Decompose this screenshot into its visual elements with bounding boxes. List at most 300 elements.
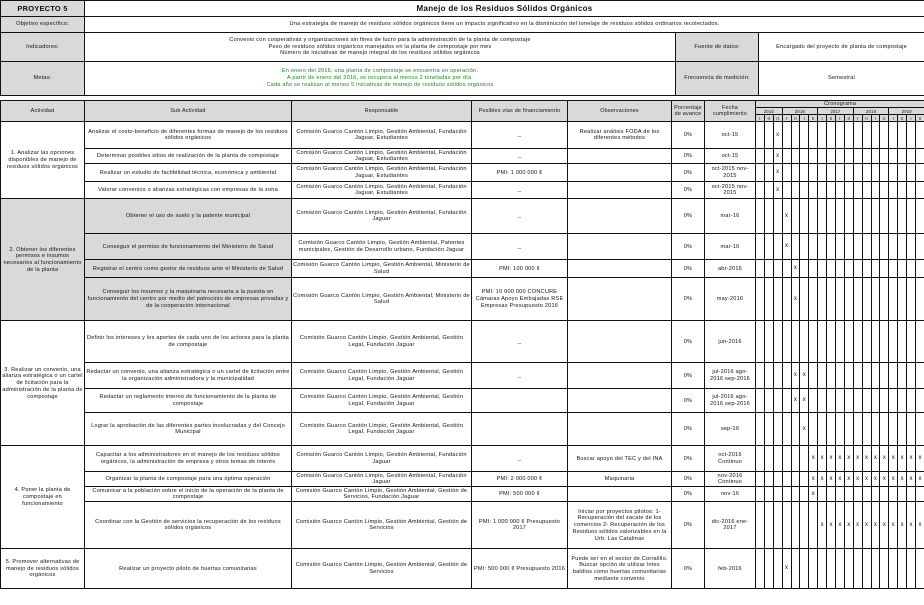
gantt-cell <box>916 122 924 149</box>
activity-label: 4. Poner la planta de compostaje en funcionamiento <box>1 446 85 549</box>
semester-header: II <box>898 115 907 122</box>
gantt-cell <box>800 389 809 413</box>
gantt-cell <box>800 413 809 446</box>
progress-percent: 0% <box>672 234 705 260</box>
gantt-cell <box>853 413 862 446</box>
financing <box>472 389 568 413</box>
gantt-cell <box>836 487 845 502</box>
table-row <box>1 321 924 363</box>
gantt-mark: x <box>811 490 815 497</box>
gantt-mark: x <box>865 521 869 528</box>
gantt-cell <box>880 122 889 149</box>
observations <box>568 389 672 413</box>
semester-header: I <box>907 115 916 122</box>
gantt-cell <box>853 487 862 502</box>
objective-text: Una estrategia de manejo de residuos sólidos orgánicos tiene un impacto significativo en la disminución del tonelaje de residuos sólidos ordinarios recolectados. <box>85 17 924 33</box>
year-header: 2016 <box>782 108 818 115</box>
observations <box>568 321 672 363</box>
gantt-cell <box>809 321 818 363</box>
gantt-cell <box>844 446 853 472</box>
semester-header: II <box>809 115 818 122</box>
progress-percent: 0% <box>672 149 705 164</box>
gantt-cell <box>844 234 853 260</box>
gantt-mark: x <box>776 186 780 193</box>
gantt-cell <box>800 446 809 472</box>
semester-header: II <box>773 115 782 122</box>
gantt-cell <box>827 363 836 389</box>
gantt-cell <box>853 164 862 182</box>
gantt-mark: x <box>909 455 913 462</box>
observations <box>568 260 672 278</box>
gantt-cell <box>853 149 862 164</box>
gantt-cell <box>898 164 907 182</box>
gantt-mark: x <box>802 397 806 404</box>
gantt-cell <box>853 472 862 487</box>
goals-label: Metas: <box>1 62 85 96</box>
financing: _ <box>472 149 568 164</box>
gantt-cell <box>827 446 836 472</box>
gantt-cell <box>836 234 845 260</box>
gantt-cell <box>916 278 924 321</box>
observations: Puede ser en el sector de Corralillo. Buscar opción de utilizar lotes baldíos como huertas comunitarias mediante convenio <box>568 549 672 589</box>
gantt-cell <box>818 487 827 502</box>
responsible: Comisión Guarco Cantón Limpio, Gestión Ambiental, Fundación Jaguar, Estudiantes <box>292 149 472 164</box>
gantt-cell <box>871 278 880 321</box>
gantt-cell <box>764 234 773 260</box>
gantt-mark: x <box>891 475 895 482</box>
progress-percent: 0% <box>672 389 705 413</box>
gantt-cell <box>862 389 871 413</box>
gantt-cell <box>844 199 853 234</box>
responsible: Comisión Guarco Cantón Limpio, Gestión Ambiental, Fundación Jaguar, Estudiantes <box>292 122 472 149</box>
gantt-cell <box>862 149 871 164</box>
gantt-cell <box>809 413 818 446</box>
gantt-cell <box>756 446 765 472</box>
gantt-cell <box>844 487 853 502</box>
gantt-cell <box>791 321 800 363</box>
gantt-cell <box>809 149 818 164</box>
gantt-cell <box>898 278 907 321</box>
financing: _ <box>472 199 568 234</box>
due-date: oct-2016 Continuo <box>705 446 756 472</box>
gantt-cell <box>871 321 880 363</box>
gantt-cell <box>853 446 862 472</box>
gantt-cell <box>773 321 782 363</box>
gantt-cell <box>907 472 916 487</box>
responsible: Comisión Guarco Cantón Limpio, Gestión Ambiental, Gestión Legal, Fundación Jaguar <box>292 413 472 446</box>
gantt-mark: x <box>802 425 806 432</box>
progress-percent: 0% <box>672 164 705 182</box>
gantt-cell <box>853 234 862 260</box>
due-date: dic-2016 ene-2017 <box>705 502 756 549</box>
semester-header: I <box>871 115 880 122</box>
gantt-cell <box>791 413 800 446</box>
gantt-cell <box>862 413 871 446</box>
gantt-mark: x <box>847 475 851 482</box>
gantt-cell <box>871 389 880 413</box>
gantt-cell <box>827 164 836 182</box>
gantt-cell <box>773 549 782 589</box>
gantt-cell <box>809 363 818 389</box>
gantt-cell <box>880 389 889 413</box>
gantt-cell <box>907 363 916 389</box>
gantt-cell <box>764 149 773 164</box>
goal-2: A partir de enero del 2016, se recupera al menos 2 toneladas por día. <box>286 75 474 82</box>
table-row <box>1 472 924 487</box>
gantt-cell <box>764 278 773 321</box>
gantt-cell <box>862 321 871 363</box>
gantt-cell <box>827 199 836 234</box>
gantt-cell <box>827 321 836 363</box>
responsible: Comisión Guarco Cantón Limpio, Gestión Ambiental, Fundación Jaguar <box>292 446 472 472</box>
gantt-mark: x <box>793 397 798 404</box>
gantt-cell <box>880 321 889 363</box>
data-source-label: Fuente de datos: <box>676 33 759 62</box>
gantt-cell <box>800 472 809 487</box>
gantt-cell <box>800 164 809 182</box>
due-date: jun-2016 <box>705 321 756 363</box>
gantt-mark: x <box>776 131 780 138</box>
gantt-cell <box>862 487 871 502</box>
due-date: jul-2016 ago-2016 sep-2016 <box>705 389 756 413</box>
gantt-cell <box>889 260 898 278</box>
gantt-mark: x <box>811 475 815 482</box>
goal-3: Cada año se realizan al menos 5 iniciativas de manejo de residuos sólidos orgánicos <box>266 81 494 88</box>
gantt-cell <box>844 164 853 182</box>
semester-header: II <box>764 115 773 122</box>
gantt-cell <box>862 182 871 199</box>
gantt-cell <box>782 446 791 472</box>
gantt-cell <box>889 278 898 321</box>
gantt-cell <box>889 122 898 149</box>
gantt-cell <box>773 260 782 278</box>
gantt-cell <box>880 199 889 234</box>
semester-header: I <box>782 115 791 122</box>
gantt-cell <box>907 234 916 260</box>
gantt-cell <box>853 278 862 321</box>
gantt-cell <box>916 321 924 363</box>
gantt-cell <box>880 413 889 446</box>
gantt-cell <box>764 389 773 413</box>
gantt-mark: x <box>873 455 878 462</box>
sub-activity: Conseguir los insumos y la maquinaria necesaria a la puesta en funcionamiento del centro por medio del patrocinio de empresas privadas y de la cooperación internacional <box>85 278 292 321</box>
table-row <box>1 389 924 413</box>
financing: _ <box>472 234 568 260</box>
gantt-cell <box>791 260 800 278</box>
due-date: mar-16 <box>705 199 756 234</box>
gantt-mark: x <box>847 455 851 462</box>
gantt-cell <box>756 122 765 149</box>
progress-percent: 0% <box>672 487 705 502</box>
gantt-cell <box>871 502 880 549</box>
sub-activity: Determinar posibles sitios de realización de la planta de compostaje <box>85 149 292 164</box>
sub-activity: Capacitar a los administradores en el manejo de los residuos sólidos orgánicos, la administración de empresa y otros temas de interés <box>85 446 292 472</box>
progress-percent: 0% <box>672 446 705 472</box>
gantt-mark: x <box>838 475 842 482</box>
gantt-mark: x <box>891 521 895 528</box>
progress-percent: 0% <box>672 472 705 487</box>
semester-header: I <box>756 115 765 122</box>
gantt-cell <box>773 389 782 413</box>
gantt-cell <box>791 182 800 199</box>
gantt-cell <box>827 487 836 502</box>
project-header-table <box>0 0 924 96</box>
gantt-cell <box>871 149 880 164</box>
gantt-cell <box>809 446 818 472</box>
table-row <box>1 413 924 446</box>
gantt-cell <box>889 149 898 164</box>
gantt-cell <box>782 164 791 182</box>
table-row <box>1 278 924 321</box>
gantt-cell <box>853 260 862 278</box>
gantt-cell <box>791 149 800 164</box>
gantt-mark: x <box>785 243 789 250</box>
gantt-cell <box>844 149 853 164</box>
gantt-cell <box>907 502 916 549</box>
gantt-cell <box>907 260 916 278</box>
gantt-cell <box>871 446 880 472</box>
sub-activity: Obtener el uso de suelo y la patente municipal <box>85 199 292 234</box>
gantt-cell <box>880 446 889 472</box>
year-header: 2018 <box>853 108 889 115</box>
gantt-cell <box>907 164 916 182</box>
gantt-mark: x <box>793 372 798 379</box>
gantt-cell <box>844 549 853 589</box>
gantt-cell <box>880 502 889 549</box>
gantt-cell <box>898 182 907 199</box>
gantt-cell <box>756 502 765 549</box>
gantt-cell <box>791 164 800 182</box>
project-title: Manejo de los Residuos Sólidos Orgánicos <box>85 1 924 17</box>
responsible: Comisión Guarco Cantón Limpio, Gestión Ambiental, Ministerio de Salud <box>292 260 472 278</box>
gantt-cell <box>827 260 836 278</box>
gantt-cell <box>916 446 924 472</box>
gantt-cell <box>907 182 916 199</box>
responsible: Comisión Guarco Cantón Limpio, Gestión Ambiental, Patentes municipales, Gestión de Desarrollo urbano, Fundación Jaguar <box>292 234 472 260</box>
responsible: Comisión Guarco Cantón Limpio, Gestión Ambiental, Fundación Jaguar <box>292 199 472 234</box>
gantt-cell <box>862 234 871 260</box>
gantt-cell <box>827 149 836 164</box>
gantt-mark: x <box>829 475 833 482</box>
gantt-cell <box>827 278 836 321</box>
financing: PMI: 100 000 ¢ <box>472 260 568 278</box>
observations <box>568 164 672 182</box>
gantt-cell <box>836 472 845 487</box>
gantt-cell <box>800 487 809 502</box>
due-date: feb-2016 <box>705 549 756 589</box>
gantt-cell <box>756 164 765 182</box>
gantt-cell <box>862 260 871 278</box>
semester-header: I <box>889 115 898 122</box>
gantt-cell <box>782 549 791 589</box>
gantt-cell <box>782 321 791 363</box>
gantt-cell <box>756 199 765 234</box>
gantt-mark: x <box>793 295 798 302</box>
gantt-cell <box>782 199 791 234</box>
gantt-cell <box>836 549 845 589</box>
gantt-cell <box>764 164 773 182</box>
gantt-cell <box>764 363 773 389</box>
indicators-text <box>85 33 676 62</box>
gantt-mark: x <box>776 152 780 159</box>
gantt-cell <box>809 389 818 413</box>
gantt-cell <box>853 122 862 149</box>
gantt-cell <box>800 363 809 389</box>
gantt-cell <box>836 199 845 234</box>
year-header: 2017 <box>818 108 854 115</box>
gantt-cell <box>853 549 862 589</box>
frequency-label: Frecuencia de medición: <box>676 62 759 96</box>
gantt-cell <box>916 199 924 234</box>
financing: PMI: 10 000 000 CONCURE Cámaras Apoyo Embajadas RSE Empresas Presupuesto 2016 <box>472 278 568 321</box>
table-row <box>1 182 924 199</box>
due-date: oct-15 <box>705 149 756 164</box>
gantt-cell <box>871 182 880 199</box>
gantt-cell <box>907 446 916 472</box>
gantt-mark: x <box>785 212 789 219</box>
semester-header: I <box>836 115 845 122</box>
gantt-cell <box>800 321 809 363</box>
gantt-cell <box>818 549 827 589</box>
gantt-cell <box>782 234 791 260</box>
semester-header: I <box>800 115 809 122</box>
gantt-cell <box>836 446 845 472</box>
gantt-cell <box>889 549 898 589</box>
gantt-cell <box>898 472 907 487</box>
gantt-cell <box>782 122 791 149</box>
gantt-cell <box>800 278 809 321</box>
gantt-mark: x <box>918 521 922 528</box>
gantt-cell <box>844 389 853 413</box>
gantt-mark: x <box>865 475 869 482</box>
gantt-cell <box>907 549 916 589</box>
financing: _ <box>472 363 568 389</box>
gantt-header: Cronograma <box>756 101 924 108</box>
gantt-cell <box>836 260 845 278</box>
gantt-cell <box>889 472 898 487</box>
gantt-cell <box>844 321 853 363</box>
gantt-mark: x <box>829 521 833 528</box>
gantt-cell <box>782 502 791 549</box>
gantt-cell <box>836 182 845 199</box>
gantt-cell <box>862 472 871 487</box>
gantt-cell <box>827 122 836 149</box>
due-date: sep-16 <box>705 413 756 446</box>
year-header: 2019 <box>889 108 924 115</box>
gantt-cell <box>800 182 809 199</box>
gantt-mark: x <box>918 475 922 482</box>
gantt-mark: x <box>865 455 869 462</box>
gantt-cell <box>791 549 800 589</box>
gantt-cell <box>818 149 827 164</box>
gantt-cell <box>844 413 853 446</box>
sub-activity: Comunicar a la población sobre el inicio de la operación de la planta de compostaje <box>85 487 292 502</box>
gantt-cell <box>809 472 818 487</box>
sub-activity: Organizar la planta de compostaje para una óptima operación <box>85 472 292 487</box>
column-header-actividad: Actividad <box>1 101 85 122</box>
gantt-cell <box>756 234 765 260</box>
table-row <box>1 149 924 164</box>
gantt-cell <box>773 363 782 389</box>
gantt-cell <box>871 122 880 149</box>
indicator-1: Convenio con cooperativas y organizaciones sin fines de lucro para la administración de la planta de compostaje <box>229 36 531 43</box>
activity-label: 1. Analizar las opciones disponibles de manejo de residuos sólidos orgánicos <box>1 122 85 199</box>
table-row <box>1 549 924 589</box>
gantt-cell <box>862 164 871 182</box>
gantt-cell <box>809 487 818 502</box>
objective-label: Objetivo específico: <box>1 17 85 33</box>
semester-header: I <box>818 115 827 122</box>
progress-percent: 0% <box>672 413 705 446</box>
gantt-mark: x <box>882 455 887 462</box>
gantt-cell <box>871 164 880 182</box>
gantt-mark: x <box>847 521 851 528</box>
gantt-mark: x <box>785 565 789 572</box>
column-header-fin: Posibles vías de financiamiento <box>472 101 568 122</box>
due-date: abr-2016 <box>705 260 756 278</box>
column-header-sub: Sub Actividad <box>85 101 292 122</box>
observations <box>568 413 672 446</box>
gantt-cell <box>836 321 845 363</box>
gantt-cell <box>853 182 862 199</box>
gantt-cell <box>862 446 871 472</box>
gantt-cell <box>818 321 827 363</box>
gantt-cell <box>782 149 791 164</box>
observations <box>568 199 672 234</box>
gantt-cell <box>836 164 845 182</box>
gantt-cell <box>907 321 916 363</box>
progress-percent: 0% <box>672 122 705 149</box>
gantt-cell <box>773 446 782 472</box>
responsible: Comisión Guarco Cantón Limpio, Gestión Ambiental, Fundación Jaguar <box>292 472 472 487</box>
gantt-cell <box>916 164 924 182</box>
table-row <box>1 199 924 234</box>
gantt-cell <box>889 199 898 234</box>
gantt-cell <box>853 389 862 413</box>
gantt-mark: x <box>873 475 878 482</box>
gantt-cell <box>791 502 800 549</box>
gantt-cell <box>836 413 845 446</box>
gantt-cell <box>889 446 898 472</box>
gantt-cell <box>756 487 765 502</box>
sub-activity: Conseguir el permiso de funcionamiento del Ministerio de Salud <box>85 234 292 260</box>
gantt-cell <box>791 122 800 149</box>
gantt-mark: x <box>856 455 860 462</box>
gantt-cell <box>764 472 773 487</box>
gantt-cell <box>844 260 853 278</box>
gantt-cell <box>827 472 836 487</box>
gantt-cell <box>889 182 898 199</box>
gantt-cell <box>898 149 907 164</box>
gantt-cell <box>844 182 853 199</box>
semester-header: II <box>862 115 871 122</box>
gantt-cell <box>889 321 898 363</box>
gantt-cell <box>898 446 907 472</box>
gantt-cell <box>844 472 853 487</box>
goals-text <box>85 62 676 96</box>
gantt-cell <box>764 122 773 149</box>
table-row <box>1 446 924 472</box>
gantt-cell <box>791 199 800 234</box>
gantt-cell <box>844 122 853 149</box>
year-header: 2015 <box>756 108 783 115</box>
gantt-cell <box>818 182 827 199</box>
gantt-cell <box>836 122 845 149</box>
observations: Iniciar por proyectos pilotos: 1- Recuperación del zacate de los comercios 2- Recuperación de los Residuos sólidos valorizables en la Urb. Las Catalinas <box>568 502 672 549</box>
gantt-cell <box>907 487 916 502</box>
gantt-mark: x <box>882 475 887 482</box>
gantt-cell <box>898 363 907 389</box>
